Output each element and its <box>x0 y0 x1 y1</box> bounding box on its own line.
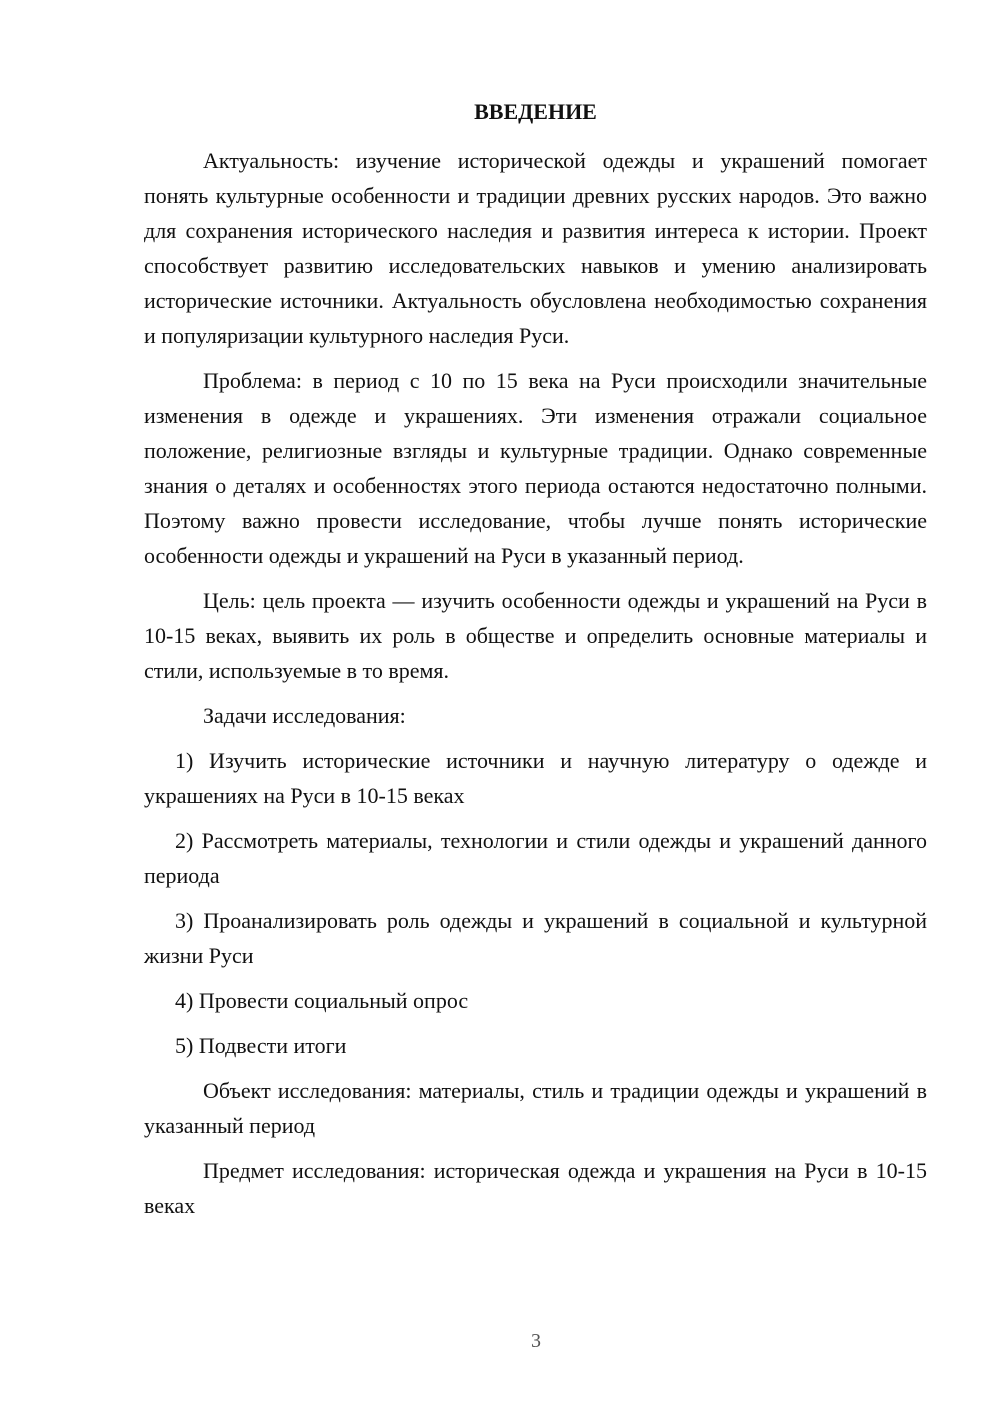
task-item-1: 1) Изучить исторические источники и научную литературу о одежде и украшениях на Руси в 10-15 веках <box>144 748 927 808</box>
page-number: 3 <box>531 1330 541 1352</box>
tasks-heading: Задачи исследования: <box>203 703 406 728</box>
goal-paragraph: Цель: цель проекта — изучить особенности одежды и украшений на Руси в 10-15 веках, выявить их роль в обществе и определить основные материалы и стили, используемые в то время. <box>144 588 927 683</box>
problem-paragraph: Проблема: в период с 10 по 15 века на Руси происходили значительные изменения в одежде и украшениях. Эти изменения отражали социальное положение, религиозные взгляды и культурные традиции. Однако современные знания о деталях и особенностях этого периода остаются недостаточно полными. Поэтому важно провести исследование, чтобы лучше понять исторические особенности одежды и украшений на Руси в указанный период. <box>144 368 927 568</box>
task-item-2: 2) Рассмотреть материалы, технологии и стили одежды и украшений данного периода <box>144 828 927 888</box>
relevance-paragraph: Актуальность: изучение исторической одежды и украшений помогает понять культурные особенности и традиции древних русских народов. Это важно для сохранения исторического наследия и развития интереса к истории. Проект способствует развитию исследовательских навыков и умению анализировать исторические источники. Актуальность обусловлена необходимостью сохранения и популяризации культурного наследия Руси. <box>144 148 927 348</box>
research-object-paragraph: Объект исследования: материалы, стиль и традиции одежды и украшений в указанный период <box>144 1078 927 1138</box>
task-item-4: 4) Провести социальный опрос <box>175 988 469 1013</box>
task-item-3: 3) Проанализировать роль одежды и украшений в социальной и культурной жизни Руси <box>144 908 927 968</box>
task-item-5: 5) Подвести итоги <box>175 1033 347 1058</box>
page-title: ВВЕДЕНИЕ <box>474 99 597 124</box>
research-subject-paragraph: Предмет исследования: историческая одежда и украшения на Руси в 10-15 веках <box>144 1158 927 1218</box>
document-body <box>144 94 927 1233</box>
